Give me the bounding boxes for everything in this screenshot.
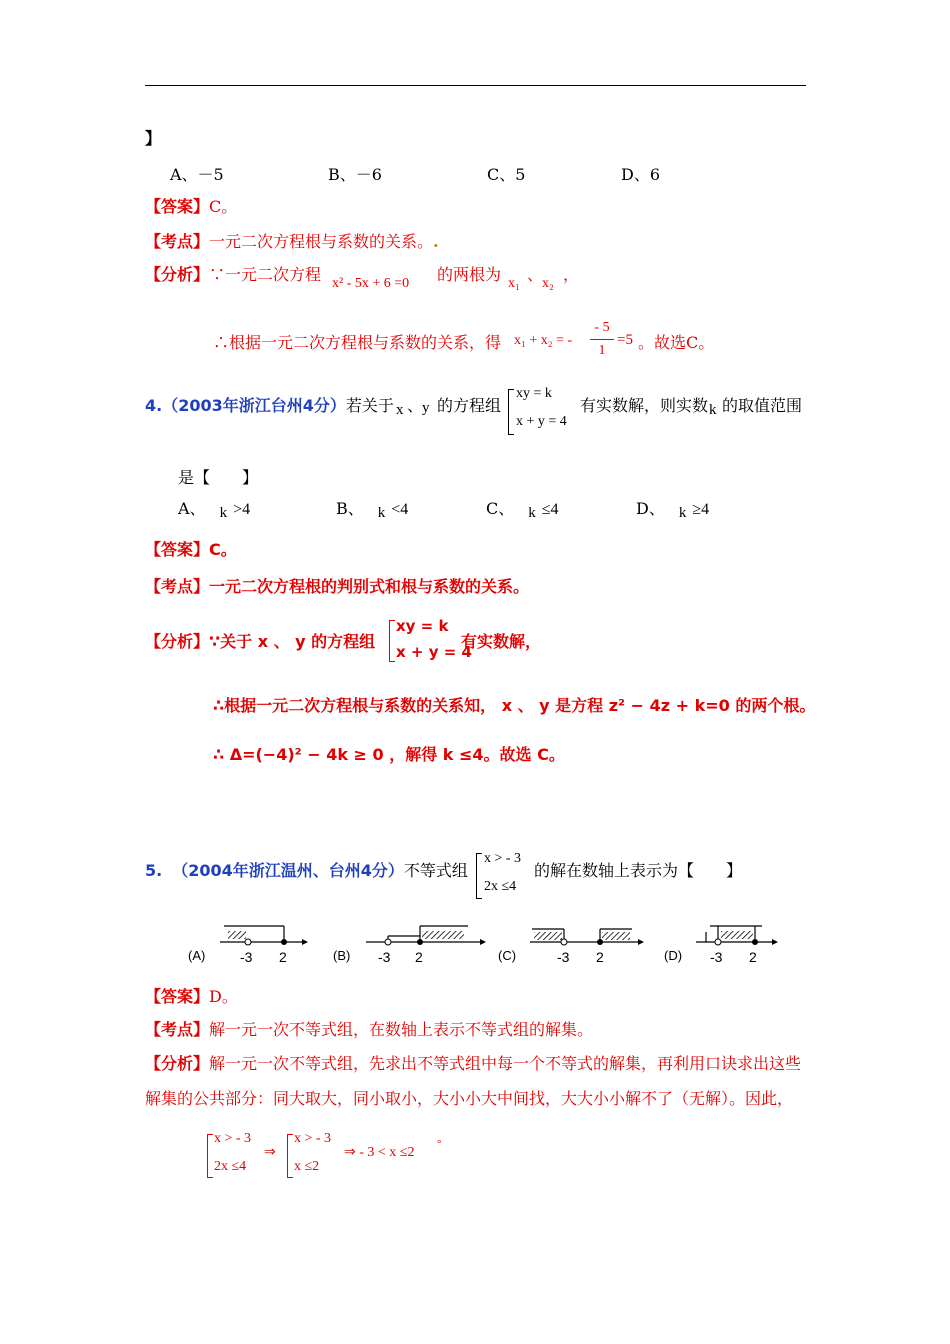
number-line-d	[664, 926, 778, 965]
q3-sum: x₁ + x₂ = -	[514, 333, 573, 348]
q4-option-d: D、 k ≥4	[636, 499, 710, 521]
q5-sysB2: x ≤2	[294, 1159, 320, 1174]
point-tag: 【考点】	[145, 232, 210, 251]
q5-stem-a: 不等式组	[403, 861, 468, 880]
svg-text:(B): (B)	[333, 948, 351, 963]
q5-source: （2004年浙江温州、台州4分）	[172, 861, 404, 880]
q5-final: ⇒ - 3 < x ≤2	[344, 1145, 415, 1160]
q4-analysis-line3: ∴ Δ=(−4)² − 4k ≥ 0 ，解得 k ≤4。故选 C。	[213, 745, 565, 764]
answer-tag: 【答案】	[145, 197, 210, 216]
q4-option-c: C、 k ≤4	[486, 499, 559, 521]
q5-sysA-brace	[207, 1134, 213, 1178]
svg-text:2: 2	[279, 949, 287, 965]
number-line-c	[498, 929, 644, 965]
q3-analysis-line2: ∴根据一元二次方程根与系数的关系，得	[213, 333, 502, 352]
q4-source: （2003年浙江台州4分）	[162, 396, 346, 415]
q3-frac-num: - 5	[594, 320, 610, 335]
q3-analysis-roots: 的两根为	[437, 265, 502, 284]
q3-equation: x² - 5x + 6 =0	[332, 276, 410, 291]
svg-text:-3: -3	[378, 949, 391, 965]
svg-text:2: 2	[415, 949, 423, 965]
answer-text: C。	[209, 197, 238, 216]
q5-sysB1: x > - 3	[294, 1131, 332, 1146]
q4-answer: 【答案】C。	[145, 540, 237, 559]
q4-option-b: B、 k <4	[336, 499, 409, 521]
q5-number-lines	[180, 918, 790, 968]
q5-implies-1: ⇒	[264, 1145, 276, 1160]
q3-choice: 。故选C。	[638, 333, 715, 352]
q4-header	[145, 393, 394, 416]
q3-sep: 、	[527, 265, 544, 284]
q4-stem-a: 若关于	[345, 396, 394, 415]
q3-frac-den: 1	[598, 343, 606, 358]
q3-analysis-line1	[145, 262, 321, 285]
header-rule	[145, 85, 806, 86]
q4-number: 4.	[145, 396, 163, 415]
svg-text:(C): (C)	[498, 948, 517, 963]
q4-stem-b: 的方程组	[437, 396, 502, 415]
q5-point: 【考点】解一元一次不等式组，在数轴上表示不等式组的解集。	[145, 1020, 594, 1039]
q3-result: =5	[617, 332, 633, 348]
svg-text:2: 2	[596, 949, 604, 965]
q5-sys2: 2x ≤4	[484, 879, 517, 894]
q5-system-brace	[476, 853, 482, 899]
q4-analysis-sys2: x + y = 4	[396, 643, 472, 661]
analysis-text-a: ∵一元二次方程	[209, 265, 322, 284]
q3-option-d: D、6	[621, 165, 661, 184]
number-line-a	[188, 926, 308, 965]
q5-stem-b: 的解在数轴上表示为【 】	[534, 861, 743, 880]
svg-text:-3: -3	[557, 949, 570, 965]
q4-option-a: A、 k >4	[178, 499, 251, 521]
svg-text:(A): (A)	[188, 948, 206, 963]
q5-analysis-line1: 【分析】解一元一次不等式组，先求出不等式组中每一个不等式的解集，再利用口诀求出这些	[145, 1054, 802, 1073]
q5-sysB-brace	[287, 1134, 293, 1178]
q5-number: 5.	[145, 861, 163, 880]
q5-header	[145, 858, 468, 881]
q5-sysA1: x > - 3	[214, 1131, 252, 1146]
q4-analysis-brace	[389, 620, 395, 662]
q4-stem-c: 有实数解，则实数	[580, 396, 709, 415]
q3-option-c: C、5	[487, 165, 526, 184]
q4-var-x: x	[396, 402, 404, 418]
q5-answer: 【答案】D。	[145, 987, 238, 1006]
point-text: 一元二次方程根与系数的关系。	[209, 232, 434, 251]
q4-analysis-sys1: xy = k	[396, 617, 449, 635]
point-dot: .	[433, 232, 439, 251]
svg-text:2: 2	[749, 949, 757, 965]
bracket-close: 】	[145, 129, 162, 148]
analysis-tag: 【分析】	[145, 265, 210, 284]
q4-sep: 、	[407, 396, 424, 415]
q3-option-a: A、－5	[170, 165, 224, 184]
q5-analysis-line2: 解集的公共部分：同大取大，同小取小，大小小大中间找，大大小小解不了（无解）。因此，	[145, 1089, 794, 1108]
q4-system-brace	[508, 389, 514, 435]
q4-var-y: y	[422, 400, 430, 416]
number-line-b	[333, 926, 486, 965]
q4-point: 【考点】一元二次方程根的判别式和根与系数的关系。	[145, 577, 530, 596]
q4-sys1: xy = k	[516, 386, 552, 401]
svg-text:(D): (D)	[664, 948, 683, 963]
q3-x1: x₁	[508, 276, 520, 291]
q3-option-b: B、－6	[328, 165, 382, 184]
q4-analysis-line2: ∴根据一元二次方程根与系数的关系知， x 、 y 是方程 z² − 4z + k=0 的两个根。	[213, 696, 816, 715]
q5-final-dot: °	[437, 1138, 442, 1150]
q3-point	[145, 229, 439, 252]
svg-text:-3: -3	[710, 949, 723, 965]
q4-stem-e: 是【 】	[178, 468, 259, 487]
q5-sysA2: 2x ≤4	[214, 1159, 247, 1174]
q4-analysis-line1: 【分析】∵关于 x 、 y 的方程组	[145, 632, 376, 651]
q3-comma: ，	[563, 265, 580, 284]
q4-sys2: x + y = 4	[516, 414, 567, 429]
svg-text:-3: -3	[240, 949, 253, 965]
q4-analysis-b: 有实数解，	[461, 632, 542, 651]
q5-sys1: x > - 3	[484, 851, 522, 866]
q4-stem-d: 的取值范围	[722, 396, 803, 415]
q3-frac-line	[590, 339, 614, 340]
q3-answer	[145, 194, 237, 217]
q4-var-k: k	[709, 402, 717, 418]
q3-x2: x₂	[542, 276, 554, 291]
